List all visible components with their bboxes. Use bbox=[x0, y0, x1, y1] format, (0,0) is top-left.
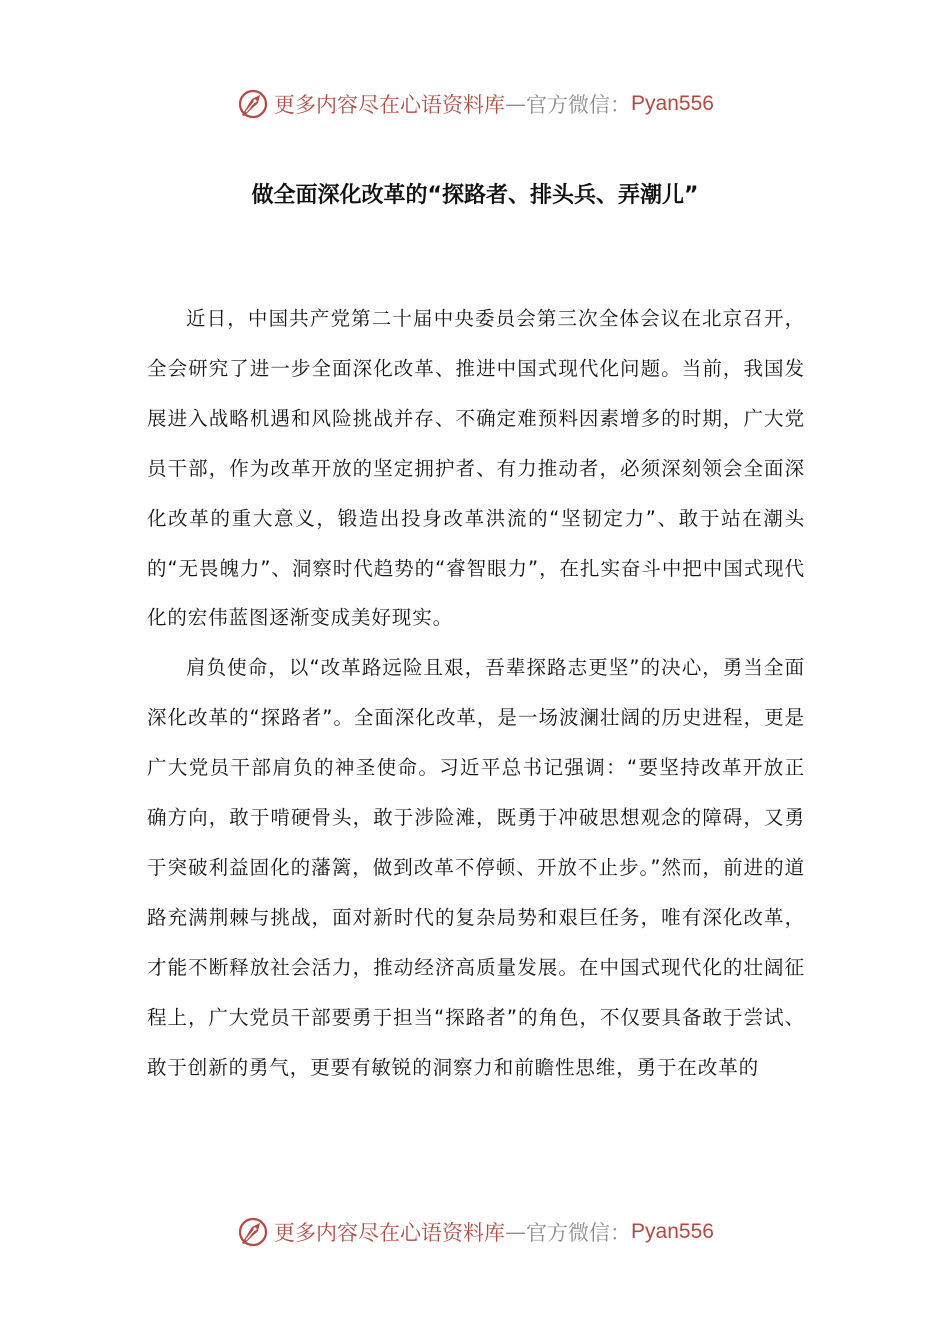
banner-text: 更多内容尽在心语资料库 bbox=[274, 93, 506, 117]
pen-nib-logo-icon bbox=[236, 87, 270, 121]
paragraph: 肩负使命，以“改革路远险且艰，吾辈探路志更坚”的决心，勇当全面深化改革的“探路者”。全面深化改革，是一场波澜壮阔的历史进程，更是广大党员干部肩负的神圣使命。习近平总书记强调：“要坚持改革开放正确方向，敢于啃硬骨头，敢于涉险滩，既勇于冲破思想观念的障碍，又勇于突破利益固化的藩篱，做到改革不停顿、开放不止步。”然而，前进的道路充满荆棘与挑战，面对新时代的复杂局势和艰巨任务，唯有深化改革，才能不断释放社会活力，推动经济高质量发展。在中国式现代化的壮阔征程上，广大党员干部要勇于担当“探路者”的角色，不仅要具备敢于尝试、敢于创新的勇气，更要有敏锐的洞察力和前瞻性思维，勇于在改革的 bbox=[147, 656, 805, 1079]
banner-separator: — bbox=[505, 92, 527, 116]
banner-text: 更多内容尽在心语资料库 bbox=[274, 1221, 506, 1245]
document-body bbox=[147, 294, 805, 1093]
document-title: 做全面深化改革的“探路者、排头兵、弄潮儿” bbox=[251, 183, 699, 208]
pen-nib-logo-icon bbox=[236, 1215, 270, 1249]
banner-separator: — bbox=[505, 1220, 527, 1244]
paragraph: 近日，中国共产党第二十届中央委员会第三次全体会议在北京召开，全会研究了进一步全面深化改革、推进中国式现代化问题。当前，我国发展进入战略机遇和风险挑战并存、不确定难预料因素增多的时期，广大党员干部，作为改革开放的坚定拥护者、有力推动者，必须深刻领会全面深化改革的重大意义，锻造出投身改革洪流的“坚韧定力”、敢于站在潮头的“无畏魄力”、洞察时代趋势的“睿智眼力”，在扎实奋斗中把中国式现代化的宏伟蓝图逐渐变成美好现实。 bbox=[147, 307, 805, 630]
banner-wechat-label: 官方微信： bbox=[526, 1221, 632, 1245]
banner-wechat-id: Pyan556 bbox=[631, 92, 714, 115]
banner-wechat-label: 官方微信： bbox=[526, 93, 632, 117]
banner-wechat-id: Pyan556 bbox=[631, 1220, 714, 1243]
footer-banner bbox=[0, 1212, 950, 1252]
header-banner bbox=[0, 84, 950, 124]
